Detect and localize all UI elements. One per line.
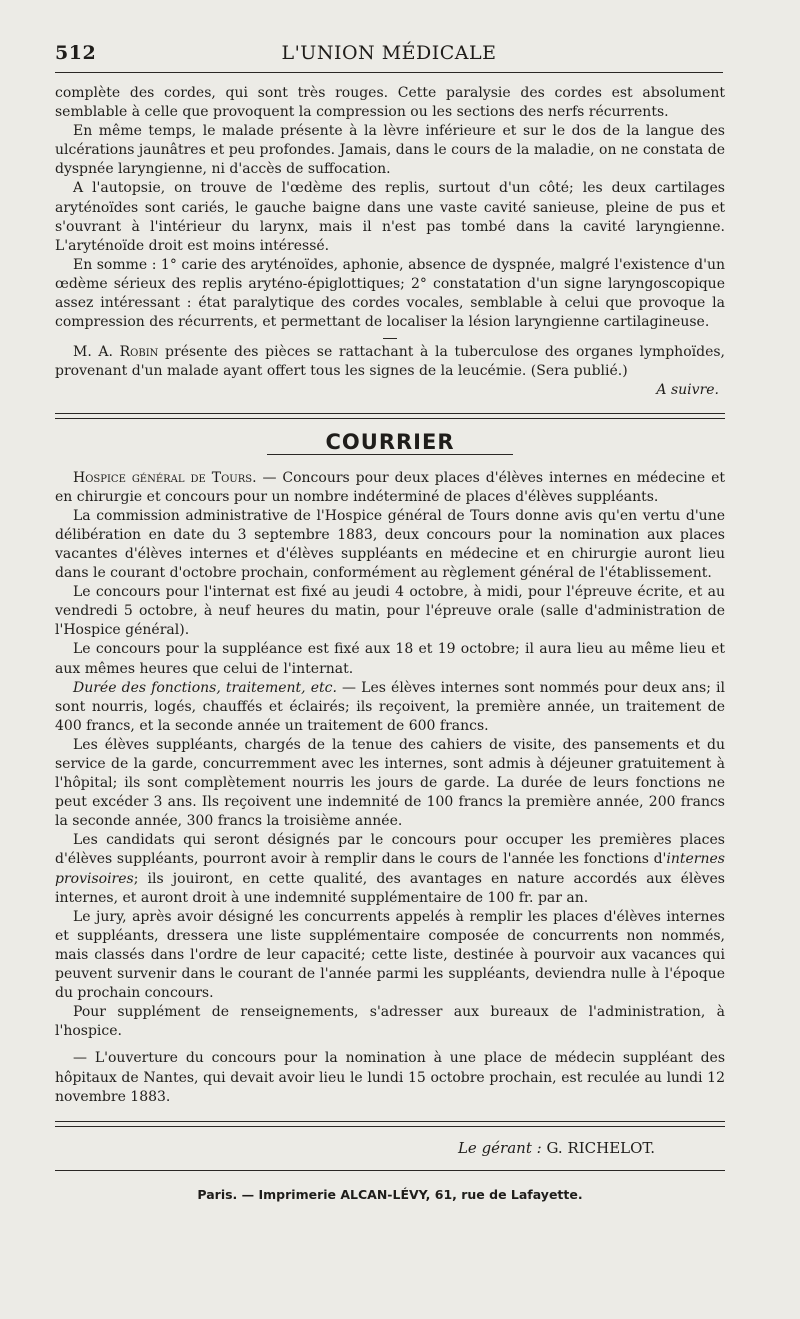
paragraph: En somme : 1° carie des aryténoïdes, aphonie, absence de dyspnée, malgré l'existence d'un œdème sérieux des replis aryténo-épiglottiques; 2° constatation d'un signe laryngoscopique assez intéressant : état paralytique des cordes vocales, semblable à celui que provoque la compression des récurrents, et permettant de localiser la lésion laryngienne cartilagineuse. [55, 256, 725, 331]
gerant-line [55, 1139, 725, 1158]
paragraph: Le concours pour la suppléance est fixé aux 18 et 19 octobre; il aura lieu au même lieu et aux mêmes heures que celui de l'internat. [55, 641, 725, 677]
paragraph-text: — Les élèves internes sont nommés pour deux ans; il sont nourris, logés, chauffés et éclairés; ils reçoivent, la première année, un traitement de 400 francs, et la seconde année un traitement de 600 francs. [55, 679, 726, 734]
paragraph: La commission administrative de l'Hospice général de Tours donne avis qu'en vertu d'une délibération en date du 3 septembre 1883, deux concours pour la nomination aux places vacantes d'élèves internes et d'élèves suppléants en médecine et en chirurgie auront lieu dans le courant d'octobre prochain, conformément au règlement général de l'établissement. [55, 507, 725, 582]
gerant-name: G. RICHELOT. [541, 1138, 655, 1157]
paragraph: Les élèves suppléants, chargés de la tenue des cahiers de visite, des pansements et du service de la garde, concurremment avec les internes, sont admis à déjeuner gratuitement à l'hôpital; ils sont complètement nourris les jours de garde. La durée de leurs fonctions ne peut excéder 3 ans. Ils reçoivent une indemnité de 100 francs la première année, 200 francs la seconde année, 300 francs la troisième année. [55, 736, 725, 830]
paragraph: A l'autopsie, on trouve de l'œdème des replis, surtout d'un côté; les deux cartilages aryténoïdes sont cariés, le gauche baigne dans une vaste cavité sanieuse, pleine de pus et s'ouvrant à l'intérieur du larynx, mais il n'est pas tombé dans la cavité laryngienne. L'aryténoïde droit est moins intéressé. [55, 180, 725, 254]
paragraph-text: Les candidats qui seront désignés par le concours pour occuper les premières places d'élèves suppléants, pourront avoir à remplir dans le cours de l'année les fonctions d' [55, 832, 725, 868]
double-rule [55, 413, 725, 419]
courrier-lead [55, 469, 725, 507]
lead-text: — Concours pour deux places d'élèves internes en médecine et en chirurgie et concours pour un nombre indéterminé de places d'élèves suppléants. [55, 469, 725, 505]
paragraph-text: ; ils jouiront, en cette qualité, des avantages en nature accordés aux élèves internes, et auront droit à une indemnité supplémentaire de 100 fr. par an. [55, 870, 725, 906]
header-rule [55, 72, 723, 73]
spacer [55, 1041, 725, 1049]
footer-double-rule [55, 1121, 725, 1127]
section-rule [267, 454, 513, 455]
italic-term: internes provisoires [55, 851, 725, 887]
paragraph: En même temps, le malade présente à la lèvre inférieure et sur le dos de la langue des ulcérations jaunâtres et peu profondes. Jamais, dans le cours de la maladie, on ne constata de dyspnée laryngienne, ni d'accès de suffocation. [55, 123, 725, 178]
paragraph: — L'ouverture du concours pour la nomination à une place de médecin suppléant des hôpitaux de Nantes, qui devait avoir lieu le lundi 15 octobre prochain, est reculée au lundi 12 novembre 1883. [55, 1050, 725, 1105]
journal-title: L'UNION MÉDICALE [281, 42, 497, 64]
paragraph [55, 679, 725, 736]
paragraph [55, 831, 725, 907]
robin-text: présente des pièces se rattachant à la tuberculose des organes lymphoïdes, provenant d'un malade ayant offert tous les signes de la leucémie. (Sera publié.) [55, 344, 725, 380]
paragraph: complète des cordes, qui sont très rouges. Cette paralysie des cordes est absolument semblable à celle que provoquent la compression ou les sections des nerfs récurrents. [55, 85, 725, 121]
to-be-continued: A suivre. [656, 382, 719, 399]
gerant-label: Le gérant : [457, 1138, 542, 1157]
robin-paragraph [55, 343, 725, 381]
paragraph: Le jury, après avoir désigné les concurrents appelés à remplir les places d'élèves internes et suppléants, dressera une liste supplémentaire composée de concurrents non nommés, mais classés dans l'ordre de leur capacité; cette liste, destinée à pourvoir aux vacances qui peuvent survenir dans le courant de l'année parmi les suppléants, deviendra nulle à l'époque du prochain concours. [55, 908, 725, 1002]
section-title: COURRIER [325, 429, 455, 454]
paragraph: Pour supplément de renseignements, s'adresser aux bureaux de l'administration, à l'hospice. [55, 1004, 725, 1040]
article-body [55, 84, 725, 1204]
paragraph: Le concours pour l'internat est fixé au jeudi 4 octobre, à midi, pour l'épreuve écrite, et au vendredi 5 octobre, à neuf heures du matin, pour l'épreuve orale (salle d'administration de l'Hospice général). [55, 584, 725, 639]
short-separator [383, 338, 397, 339]
page-number: 512 [55, 42, 97, 64]
printer-imprint: Paris. — Imprimerie ALCAN-LÉVY, 61, rue de Lafayette. [197, 1186, 583, 1202]
subheading: Durée des fonctions, traitement, etc. [73, 679, 337, 696]
page-header [55, 38, 723, 68]
author-name: M. A. Robin [73, 344, 159, 361]
footer-rule [55, 1170, 725, 1171]
hospice-name: Hospice général de Tours. [73, 469, 257, 486]
